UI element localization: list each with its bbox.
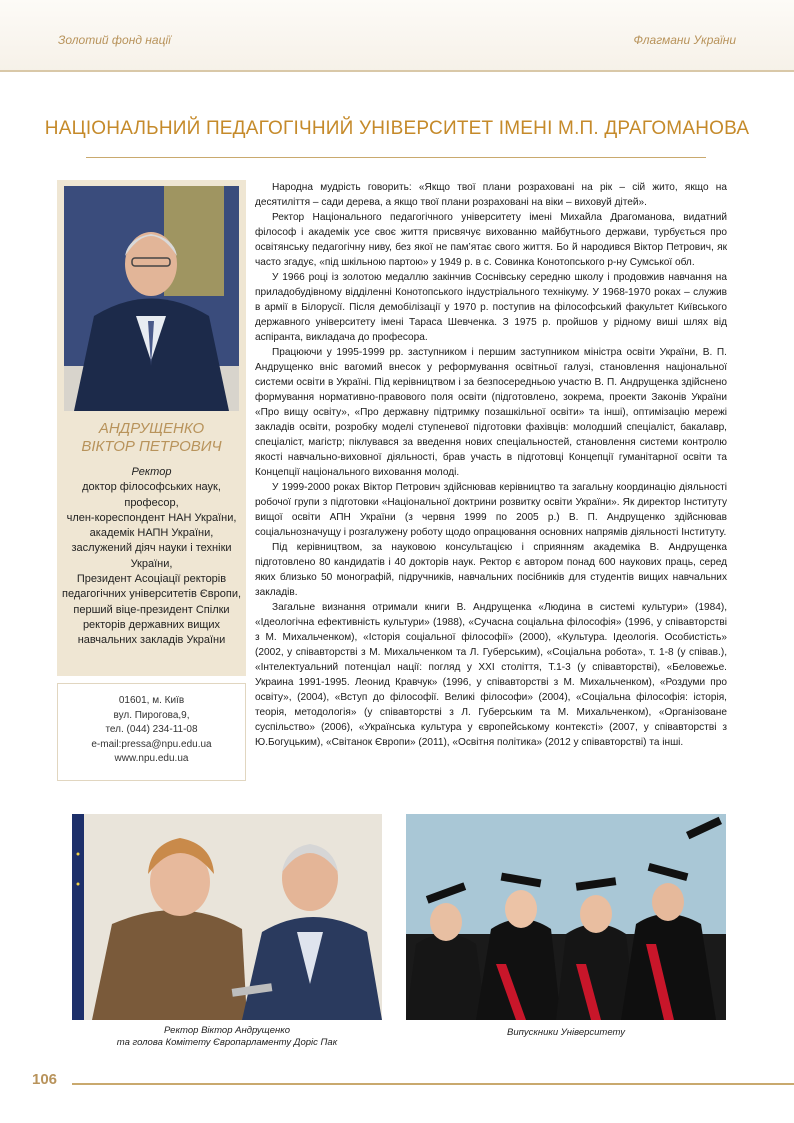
article-paragraph: У 1999-2000 роках Віктор Петрович здійснював керівництво та загальну координацію діяльності робочої групи з підготовки «Національної доктрини розвитку освіти України». Як директор Інституту вищої освіти АПН України (з червня 1999 по 2005 р.) В. П. Андрущенко здійснював соціальнозначущу і розгалужену роботу щодо опрацювання основних напрямів діяльності Інституту. [255, 482, 727, 538]
rector-title-item: професор, [124, 496, 179, 509]
rector-titles [61, 465, 242, 649]
rector-surname: АНДРУЩЕНКО [98, 420, 205, 437]
article-paragraph: У 1966 році із золотою медаллю закінчив Соснівську середню школу і продовжив навчання на приладобудівному відділенні Конотопського індустріального технікуму. У 1968-1970 роках – служив в армії в Білорусії. Після демобілізації у 1970 р. поступив на філософський факультет Київського державного університету імені Тараса Шевченка. З 1975 р. пройшов у рідному виші шлях від аспіранта, викладача до професора. [255, 272, 727, 343]
rector-title-item: заслужений діяч науки і техніки України, [71, 542, 232, 570]
article-paragraph: Ректор Національного педагогічного університету імені Михайла Драгоманова, видатний філософ і академік усе своє життя присвячує вихованню майбутнього держави, турбується про освітянську педагогічну ниву, без якої не пам’ятає свого життя. Бо й народився Віктор Петрович, як часто згадує, «під шкільною партою» у 1949 р. в с. Совинка Конотопського р-ну Сумської обл. [255, 212, 727, 268]
header-divider [0, 70, 794, 72]
photo-caption-graduates: Випускники Університету [507, 1027, 625, 1038]
contact-postcode: 01601, м. Київ [118, 695, 185, 706]
caption-line: та голова Комітету Європарламенту Доріс Пак [116, 1037, 338, 1048]
article-paragraph: Під керівництвом, за науковою консультацією і сприянням академіка В. Андрущенка підготовлено 80 кандидатів і 40 докторів наук. Ректор є автором понад 600 наукових праць, серед яких близько 50 монографій, підручників, навчальних посібників для студентів вищих навчальних закладів. [255, 542, 727, 598]
rector-title-item: Президент Асоціації ректорів педагогічних університетів Європи, [61, 573, 242, 601]
profile-sidebar [57, 180, 246, 676]
rector-title-item: доктор філософських наук, [82, 481, 221, 494]
contact-phone[interactable]: тел. (044) 234-11-08 [105, 724, 198, 736]
article-body [255, 180, 727, 750]
rector-role: Ректор [131, 466, 172, 478]
rector-portrait-photo [64, 186, 239, 411]
article-title: НАЦІОНАЛЬНИЙ ПЕДАГОГІЧНИЙ УНІВЕРСИТЕТ ІМЕНІ М.П. ДРАГОМАНОВА [44, 118, 750, 139]
article-paragraph: Народна мудрість говорить: «Якщо твої плани розраховані на рік – сій жито, якщо на десятиліття – сади дерева, а якщо твої плани розраховані на віки – виховуй дітей». [255, 182, 727, 208]
rector-title-item: член-кореспондент НАН України, [66, 511, 237, 524]
contact-website[interactable]: www.npu.edu.ua [114, 753, 189, 765]
rector-name [57, 420, 246, 456]
rector-title-item: академік НАПН України, [89, 527, 214, 540]
article-paragraph: Загальне визнання отримали книги В. Андрущенка «Людина в системі культури» (1984), «Ідеологічна ефективність культури» (1988), «Сучасна соціальна філософія» (1996, у співавторстві з М. Михальченком), «Історія соціальної філософії» (2000), «Культура. Ідеологія. Особистість» (2002, у співавторстві з М. Михальченком та Л. Губерським), «Соціальна робота», т. 1-8 (у співав.), «Інтелектуальний потенціал нації: погляд у XXI століття, Т.1-3 (у співавторстві), «Беловежье. Украина 1991-1995. Леонид Кравчук» (1996, у співавторстві з М. Михальченком), «Роздуми про освіту», (2004), «Вступ до філософії. Великі філософи» (2004), «Соціальна філософія: історія, теорія, методологія» (у співавторстві з Л. Губерським та М. Михальченком), «Організоване суспільство» (2006), «Українська культура у європейському контексті» (2007, у співавторстві з Ю.Богуцьким), «Світанок Європи» (2011), «Освітня політика» (2012 у співавторстві) та інші. [255, 602, 727, 748]
page-header [0, 0, 794, 72]
title-divider [86, 157, 706, 158]
rector-title-item: перший віце-президент Спілки ректорів державних вищих навчальних закладів України [73, 603, 230, 647]
page-number: 106 [32, 1071, 58, 1088]
article-paragraph: Працюючи у 1995-1999 рр. заступником і першим заступником міністра освіти України, В. П. Андрущенко вніс вагомий внесок у реформування освітньої галузі, становлення національної системи освіти в Україні. Під керівництвом і за безпосередньою участю В. П. Андрущенка здійснено формування нормативно-правового поля освіти (підготовлено, зокрема, проекти Законів України «Про вищу освіту», «Про державну підтримку позашкільної освіти» та інші), оптимізацію мережі закладів освіти, розробку моделі ступеневої підготовки фахівців: молодший спеціаліст, бакалавр, спеціаліст, магістр; піклувався за введення нових спеціальностей, становлення системи контролю якості навчально-виховної діяльності, брав участь в підготовці Концепції гуманітарної освіти та Концепції національного виховання молоді. [255, 347, 727, 478]
contact-email[interactable]: e-mail:pressa@npu.edu.ua [91, 738, 212, 750]
rector-with-doris-pack-photo [72, 814, 382, 1020]
footer-divider [72, 1083, 794, 1085]
graduates-photo [406, 814, 726, 1020]
contact-street: вул. Пирогова,9, [113, 709, 190, 721]
contact-box [57, 683, 246, 781]
header-section-left: Золотий фонд нації [58, 33, 171, 47]
rector-given-names: ВІКТОР ПЕТРОВИЧ [81, 438, 222, 455]
header-section-right: Флагмани України [633, 33, 736, 47]
caption-line: Ректор Віктор Андрущенко [163, 1025, 291, 1036]
photo-caption-rector [72, 1025, 382, 1049]
